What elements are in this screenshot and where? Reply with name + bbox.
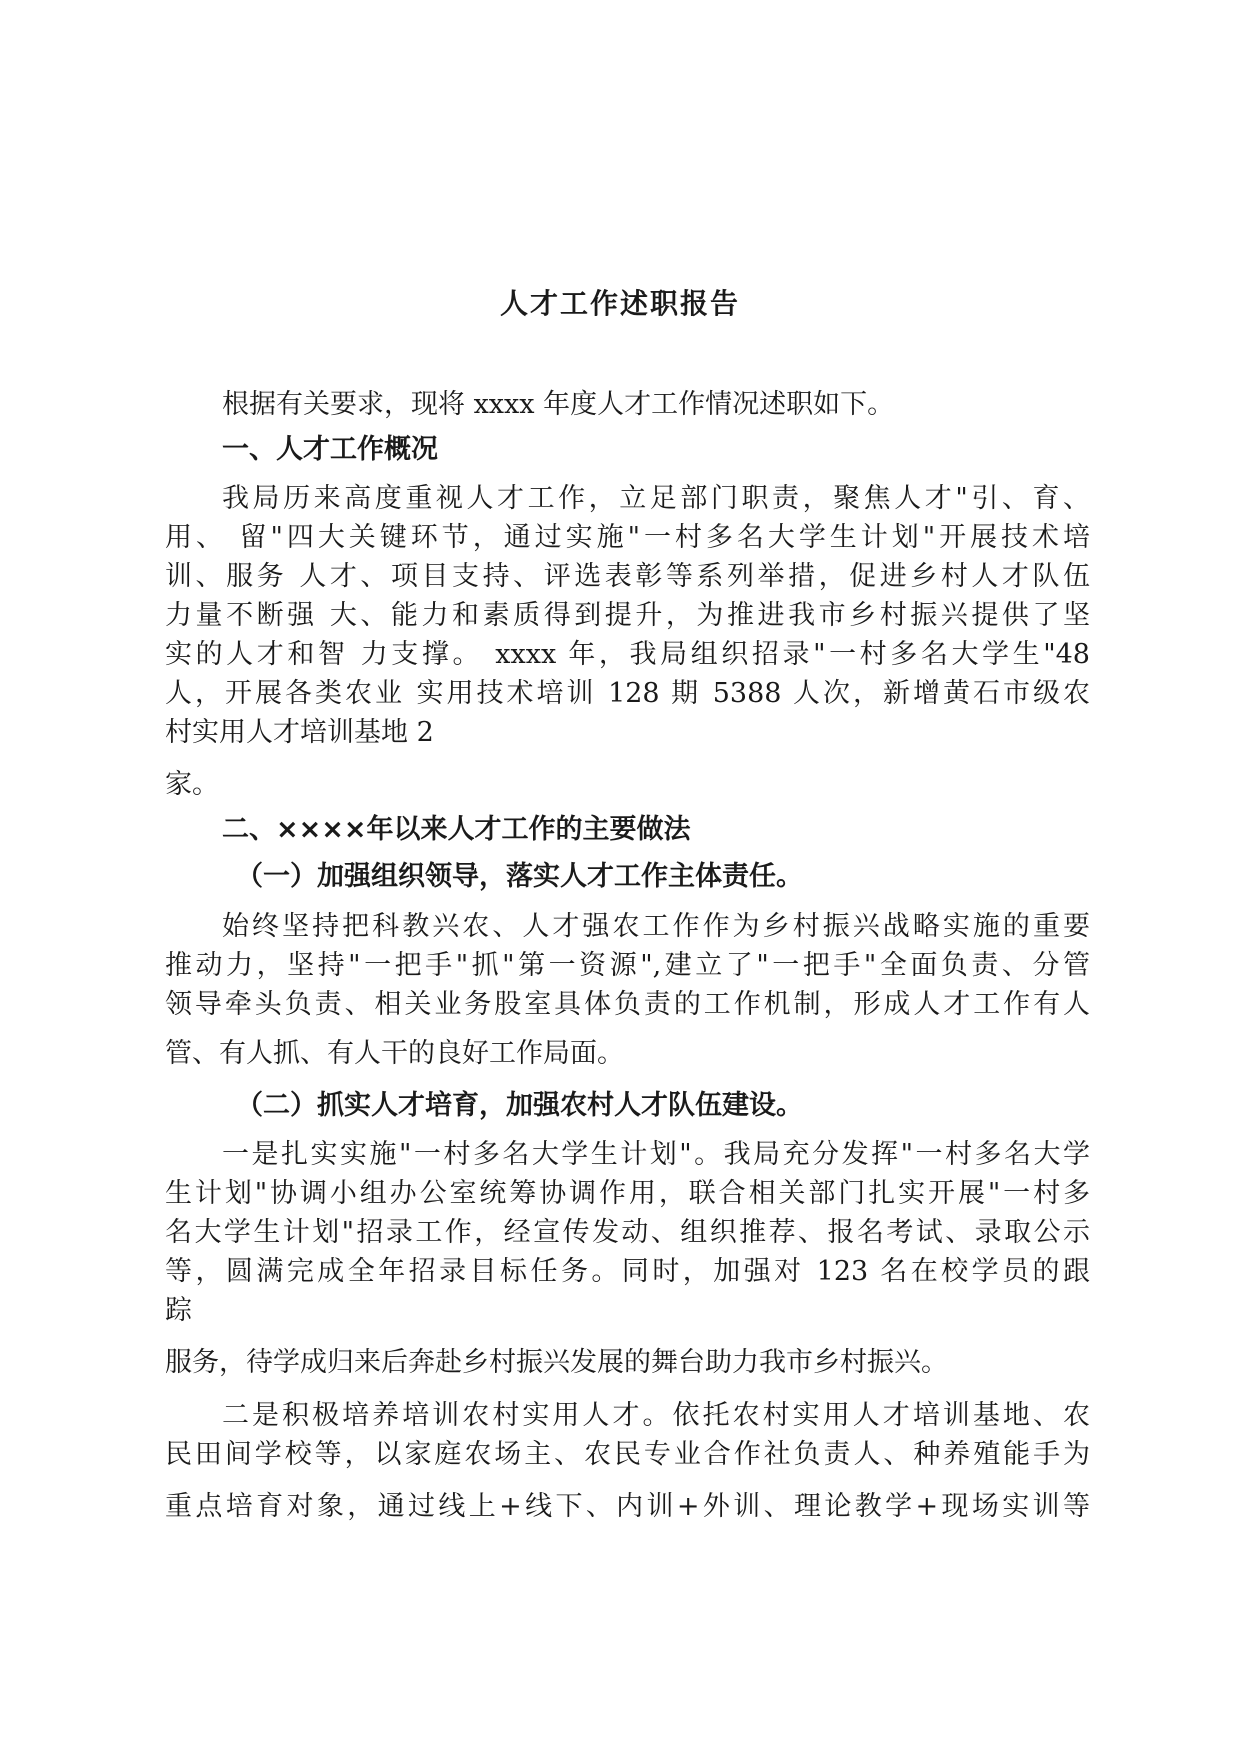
paragraph-line: 名大学生计划"招录工作，经宣传发动、组织推荐、报名考试、录取公示 [165,1217,1090,1248]
paragraph-line: 领导牵头负责、相关业务股室具体负责的工作机制，形成人才工作有人 [165,989,1090,1020]
section-heading-2: 二、××××年以来人才工作的主要做法 [222,814,691,845]
paragraph-line: 人，开展各类农业 实用技术培训 128 期 5388 人次，新增黄石市级农 [165,678,1090,709]
paragraph-line: 实的人才和智 力支撑。 xxxx 年，我局组织招录"一村多名大学生"48 [165,639,1090,670]
paragraph-line: 始终坚持把科教兴农、人才强农工作作为乡村振兴战略实施的重要 [222,911,1090,942]
paragraph-line: 管、有人抓、有人干的良好工作局面。 [165,1038,624,1069]
paragraph-line: 服务，待学成归来后奔赴乡村振兴发展的舞台助力我市乡村振兴。 [165,1347,948,1378]
section-heading-1: 一、人才工作概况 [222,434,438,465]
paragraph-line: 我局历来高度重视人才工作，立足部门职责，聚焦人才"引、育、 [222,483,1090,514]
paragraph-line: 重点培育对象，通过线上+线下、内训+外训、理论教学+现场实训等 [165,1491,1090,1522]
intro-line: 根据有关要求，现将 xxxx 年度人才工作情况述职如下。 [222,389,895,420]
paragraph-line: 踪 [165,1295,192,1326]
paragraph-line: 等，圆满完成全年招录目标任务。同时，加强对 123 名在校学员的跟 [165,1256,1090,1287]
paragraph-line: 一是扎实实施"一村多名大学生计划"。我局充分发挥"一村多名大学 [222,1139,1090,1170]
document-title: 人才工作述职报告 [499,287,740,320]
paragraph-line: 力量不断强 大、能力和素质得到提升，为推进我市乡村振兴提供了坚 [165,600,1090,631]
paragraph-line: 推动力，坚持"一把手"抓"第一资源",建立了"一把手"全面负责、分管 [165,950,1090,981]
subsection-heading-2: （二）抓实人才培育，加强农村人才队伍建设。 [236,1090,803,1121]
paragraph-line: 用、 留"四大关键环节，通过实施"一村多名大学生计划"开展技术培 [165,522,1090,553]
subsection-heading-1: （一）加强组织领导，落实人才工作主体责任。 [236,861,803,892]
paragraph-line: 二是积极培养培训农村实用人才。依托农村实用人才培训基地、农 [222,1400,1090,1431]
paragraph-line: 家。 [165,769,219,800]
paragraph-line: 生计划"协调小组办公室统筹协调作用，联合相关部门扎实开展"一村多 [165,1178,1090,1209]
paragraph-line: 民田间学校等，以家庭农场主、农民专业合作社负责人、种养殖能手为 [165,1439,1090,1470]
paragraph-line: 村实用人才培训基地 2 [165,717,434,748]
paragraph-line: 训、服务 人才、项目支持、评选表彰等系列举措，促进乡村人才队伍 [165,561,1090,592]
